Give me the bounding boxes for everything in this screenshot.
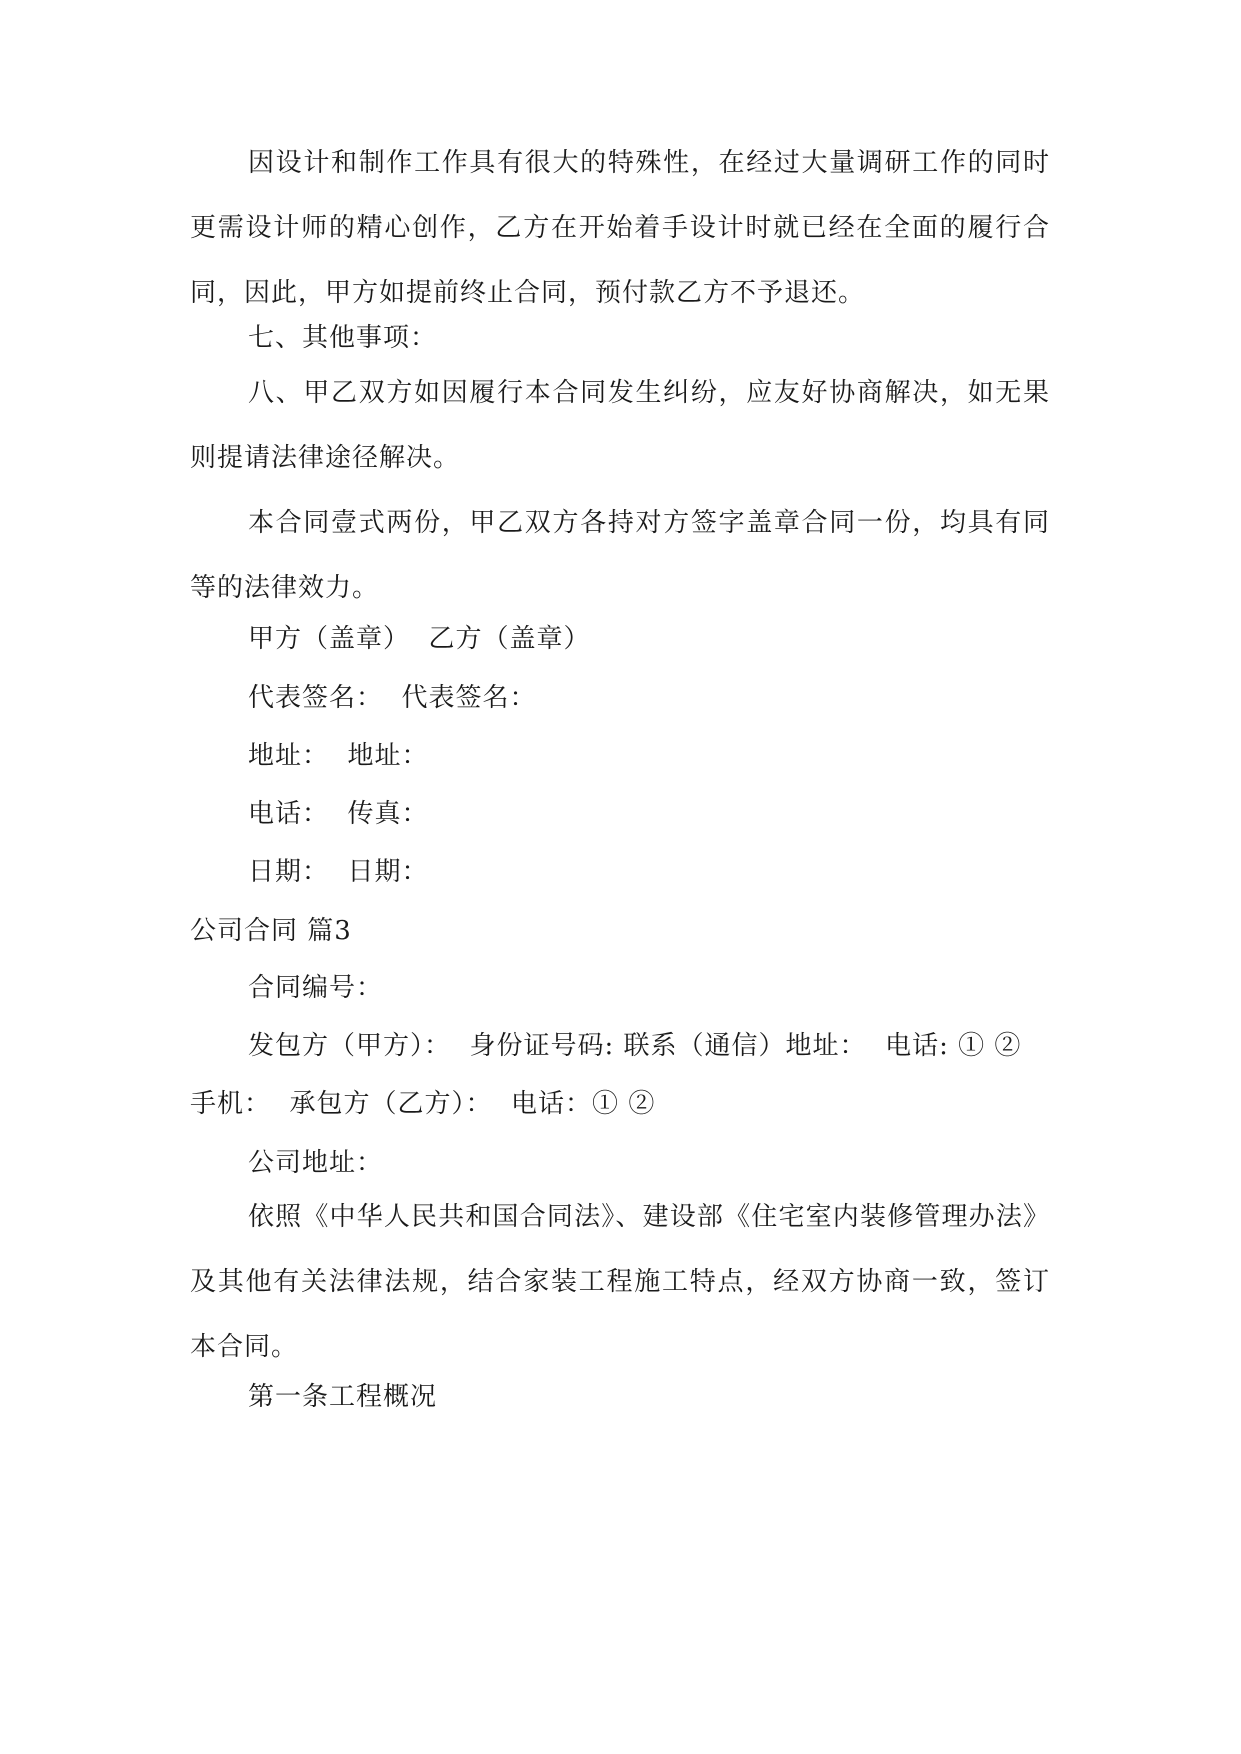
contract-number-line: 合同编号：: [248, 973, 384, 1003]
employer-info-line: 发包方（甲方）： 身份证号码: 联系（通信）地址： 电话: ① ②: [248, 1031, 1022, 1061]
signature-date-line: 日期： 日期：: [248, 857, 429, 887]
paragraph-copies: 本合同壹式两份，甲乙双方各持对方签字盖章合同一份，均具有同等的法律效力。: [190, 508, 1050, 603]
paragraph-termination: 因设计和制作工作具有很大的特殊性，在经过大量调研工作的同时更需设计师的精心创作，乙方在开始着手设计时就已经在全面的履行合同，因此，甲方如提前终止合同，预付款乙方不予退还。: [190, 148, 1050, 308]
paragraph-dispute: 八、甲乙双方如因履行本合同发生纠纷，应友好协商解决，如无果则提请法律途径解决。: [190, 378, 1050, 473]
signature-representative-line: 代表签名： 代表签名：: [248, 683, 537, 713]
contractor-info-line: 手机： 承包方（乙方）： 电话：① ②: [190, 1089, 656, 1119]
signature-address-line: 地址： 地址：: [248, 741, 429, 771]
article-1-heading: 第一条工程概况: [248, 1382, 438, 1412]
signature-phone-fax-line: 电话： 传真：: [248, 799, 429, 829]
item-7-heading: 七、其他事项：: [248, 323, 438, 353]
company-address-line: 公司地址：: [248, 1148, 384, 1178]
signature-seal-line: 甲方（盖章） 乙方（盖章）: [248, 624, 591, 654]
paragraph-legal-basis: 依照《中华人民共和国合同法》、建设部《住宅室内装修管理办法》及其他有关法律法规，结合家装工程施工特点，经双方协商一致，签订本合同。: [190, 1202, 1050, 1362]
section-title: 公司合同 篇3: [190, 916, 352, 946]
